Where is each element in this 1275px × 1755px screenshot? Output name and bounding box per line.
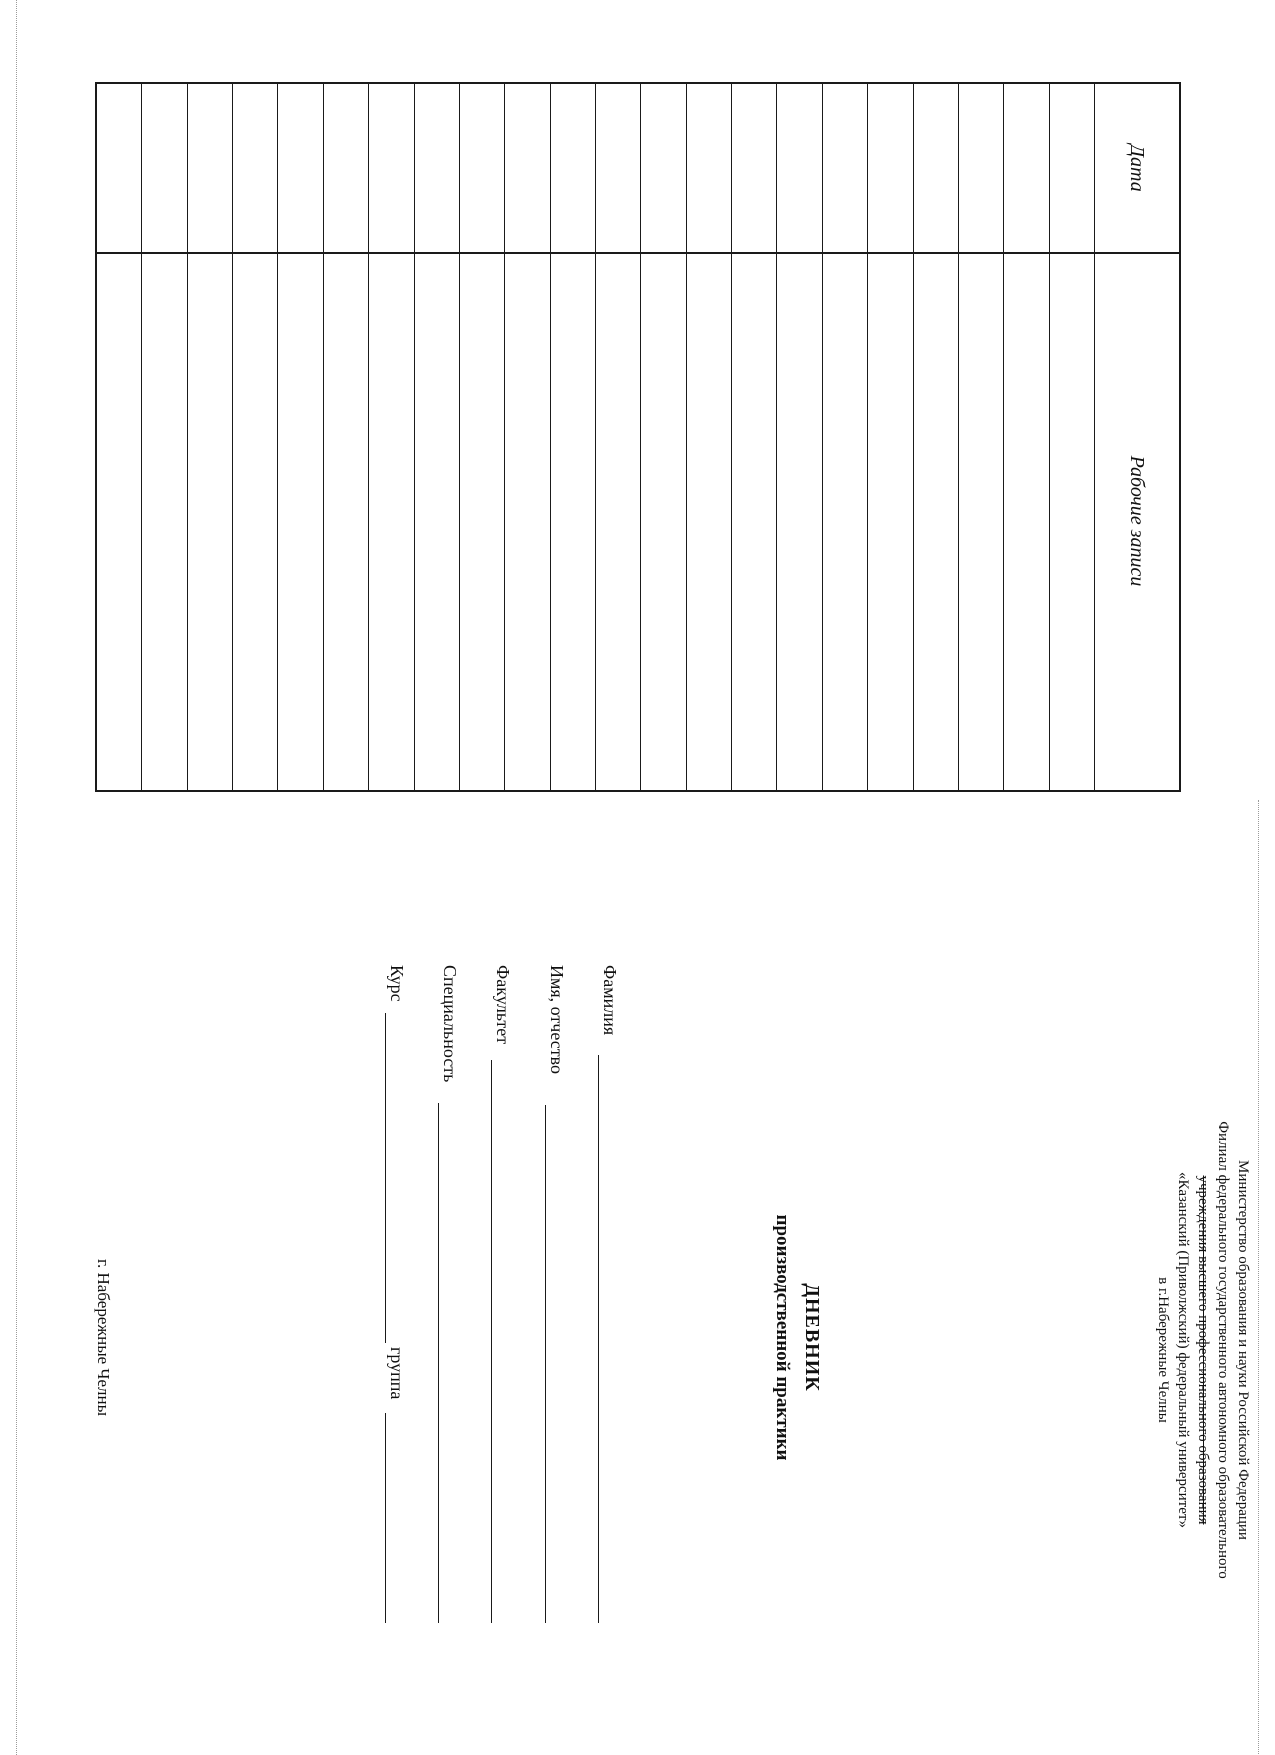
row-separator xyxy=(686,84,687,790)
row-separator xyxy=(1003,84,1004,790)
row-separator xyxy=(550,84,551,790)
row-separator xyxy=(232,84,233,790)
row-separator xyxy=(187,84,188,790)
surname-blank[interactable] xyxy=(598,1055,599,1623)
row-separator xyxy=(459,84,460,790)
row-separator xyxy=(913,84,914,790)
document-subtitle: производственной практики xyxy=(772,1214,793,1461)
course-group-field xyxy=(386,965,407,1400)
specialty-label: Специальность xyxy=(440,965,460,1083)
cover-page xyxy=(0,920,1275,1755)
row-separator xyxy=(731,84,732,790)
branch-line-2: учреждения высшего профессионального образования xyxy=(1195,1175,1211,1525)
row-separator xyxy=(867,84,868,790)
faculty-field xyxy=(492,965,513,1044)
row-separator xyxy=(414,84,415,790)
row-separator xyxy=(1049,84,1050,790)
surname-label: Фамилия xyxy=(600,965,620,1036)
header-separator xyxy=(1094,84,1095,790)
diary-table xyxy=(95,82,1181,792)
ministry-line: Министерство образования и науки Российской Федерации xyxy=(1235,1160,1251,1540)
faculty-blank[interactable] xyxy=(491,1060,492,1623)
branch-line: Филиал федерального государственного автономного образовательного xyxy=(1215,1121,1231,1579)
name-label: Имя, отчество xyxy=(547,965,567,1075)
group-label: группа xyxy=(387,1347,407,1400)
course-blank[interactable] xyxy=(385,1013,386,1343)
row-separator xyxy=(776,84,777,790)
column-divider xyxy=(97,252,1179,254)
course-label: Курс xyxy=(387,965,407,1002)
row-separator xyxy=(504,84,505,790)
city-footer: г. Набережные Челны xyxy=(94,1258,113,1417)
document-title: ДНЕВНИК xyxy=(801,1283,823,1392)
faculty-label: Факультет xyxy=(493,965,513,1045)
city-line: в г.Набережные Челны xyxy=(1155,1277,1171,1423)
row-separator xyxy=(141,84,142,790)
row-separator xyxy=(323,84,324,790)
specialty-blank[interactable] xyxy=(438,1103,439,1623)
row-separator xyxy=(368,84,369,790)
row-separator xyxy=(277,84,278,790)
name-field xyxy=(546,965,567,1074)
group-blank[interactable] xyxy=(385,1413,386,1623)
date-column-header: Дата xyxy=(1126,144,1149,192)
row-separator xyxy=(958,84,959,790)
name-blank[interactable] xyxy=(545,1105,546,1623)
specialty-field xyxy=(439,965,460,1082)
row-separator xyxy=(595,84,596,790)
surname-field xyxy=(599,965,620,1035)
notes-column-header: Рабочие записи xyxy=(1126,455,1149,587)
row-separator xyxy=(640,84,641,790)
university-line: «Казанский (Приволжский) федеральный университет» xyxy=(1175,1172,1191,1528)
institution-header xyxy=(1153,970,1253,1730)
row-separator xyxy=(822,84,823,790)
